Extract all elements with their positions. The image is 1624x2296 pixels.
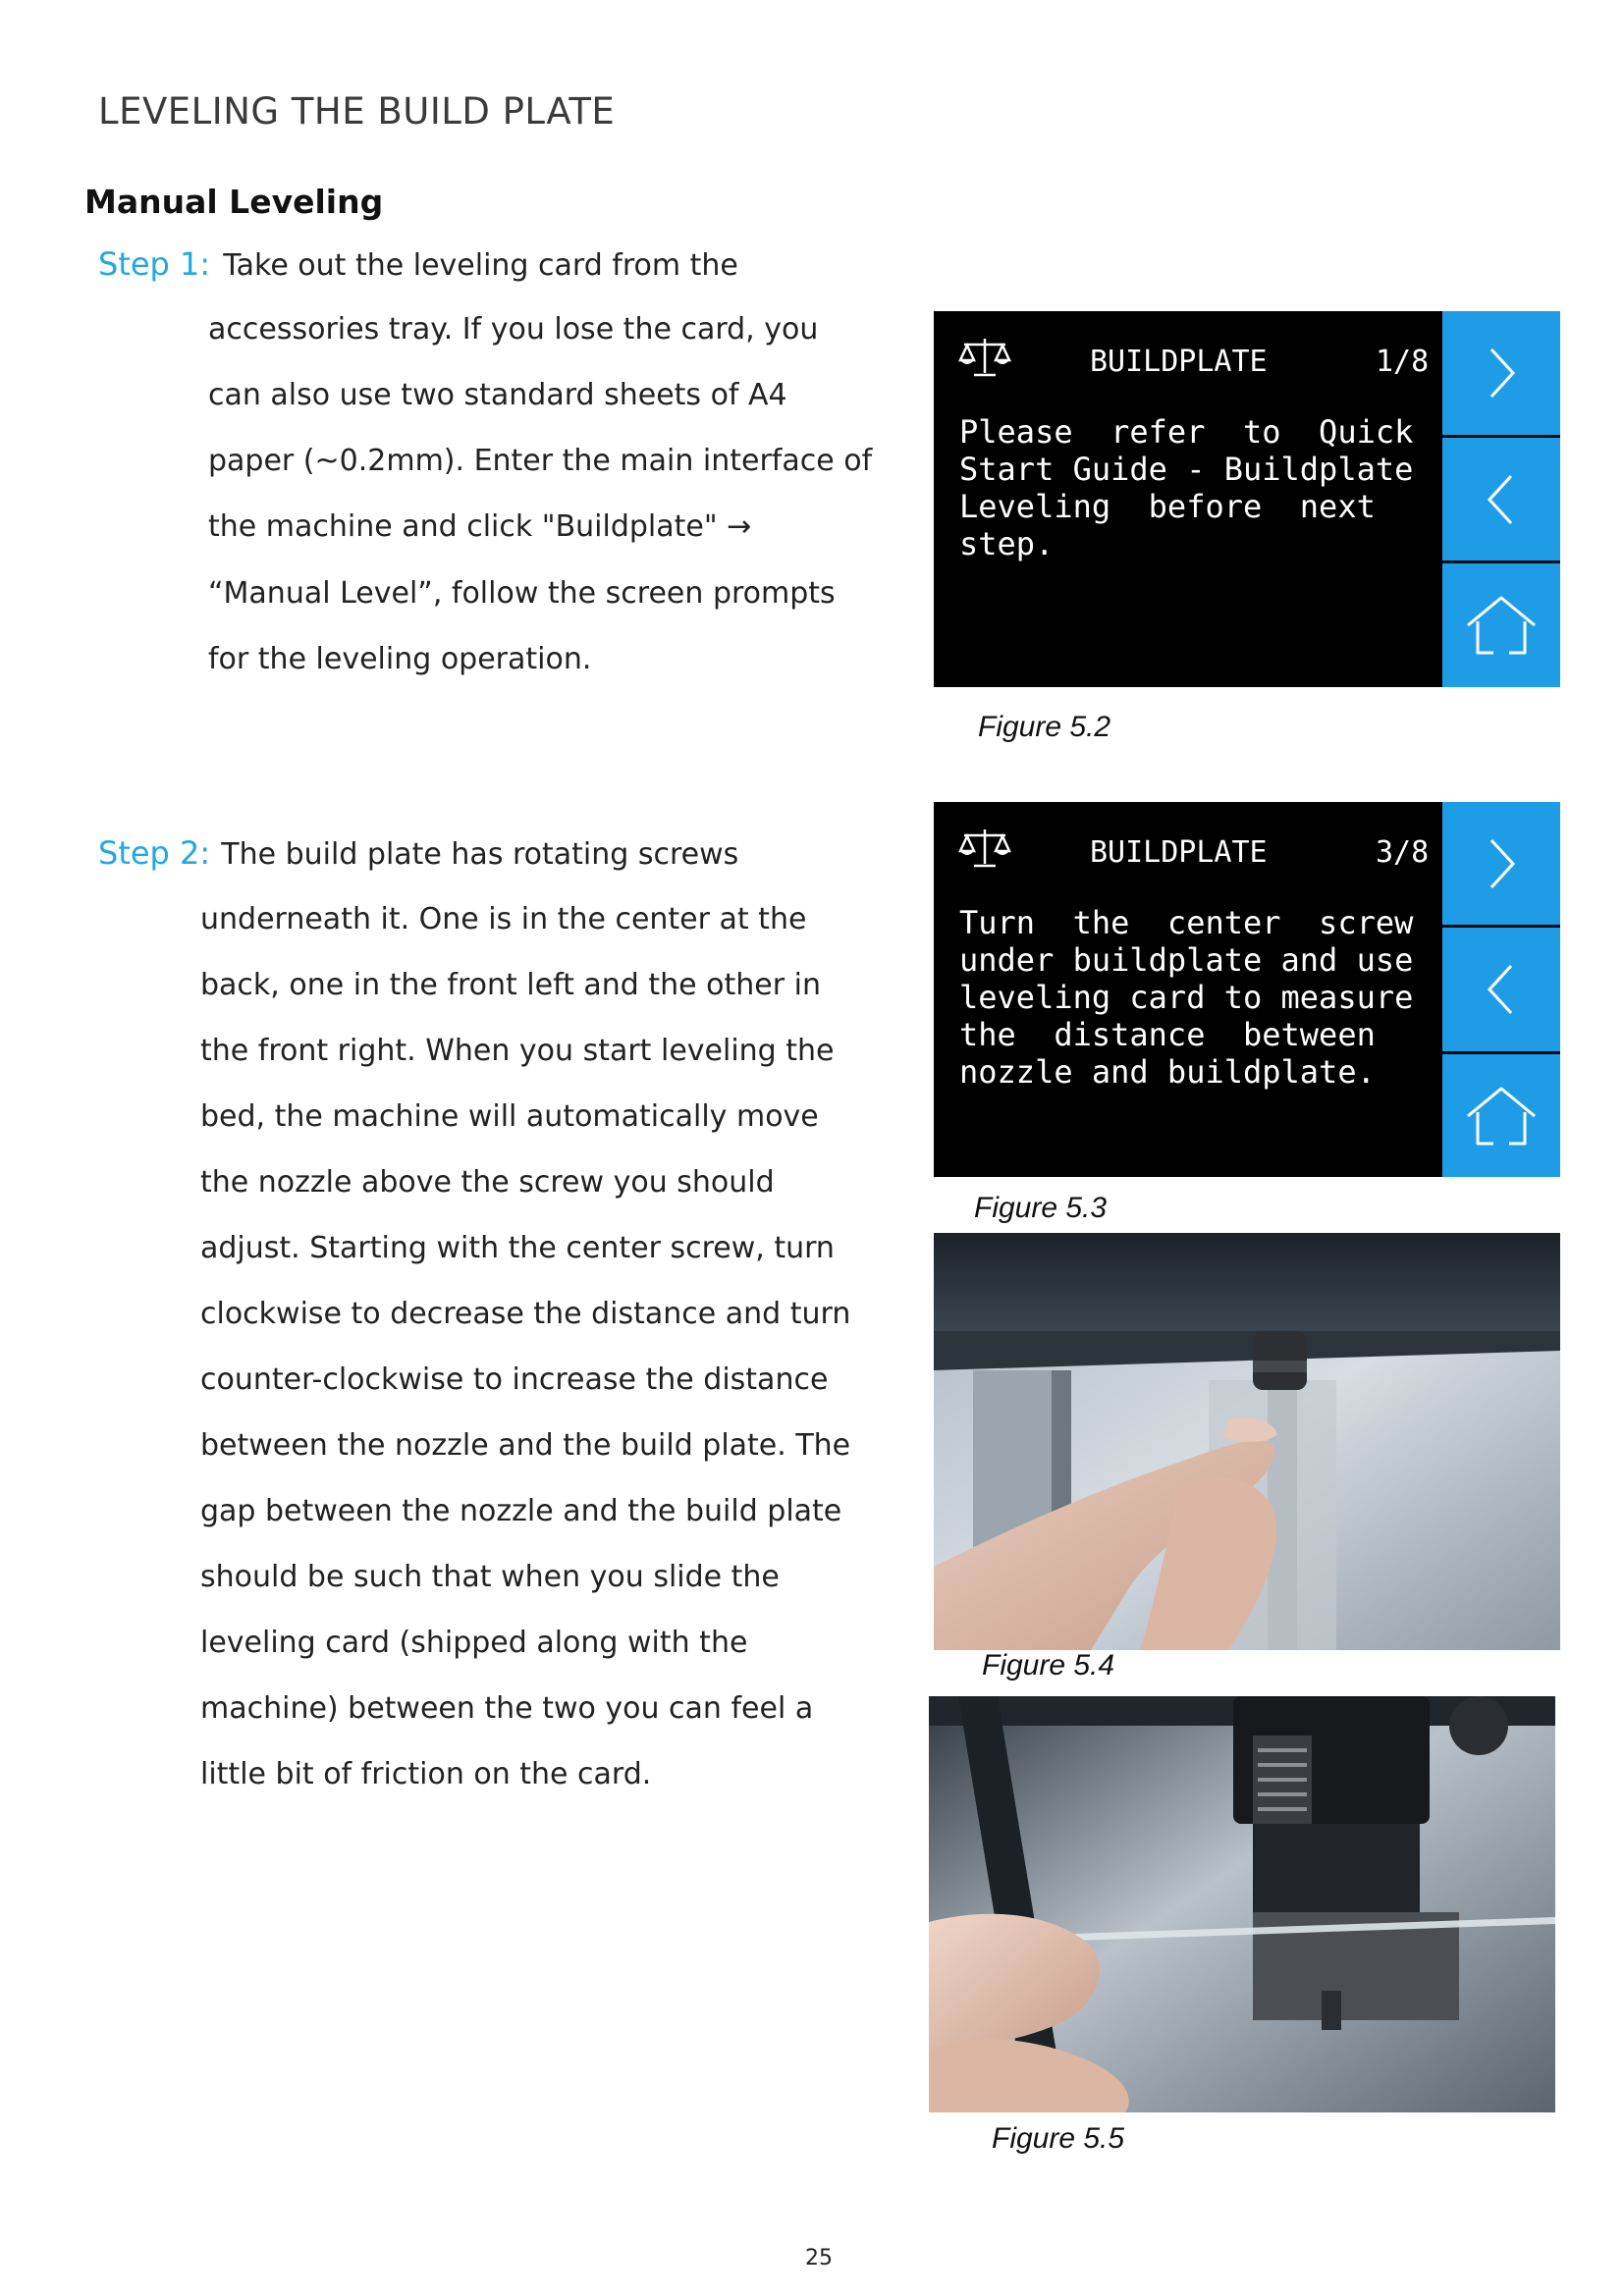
next-button[interactable] (1442, 802, 1560, 925)
step2-line-3: the front right. When you start leveling the (200, 1034, 835, 1068)
step2-line-11: should be such that when you slide the (200, 1560, 780, 1594)
step2-line-0: The build plate has rotating screws (221, 837, 739, 872)
balance-scale-icon (958, 336, 1011, 379)
step2-label: Step 2: (98, 834, 211, 872)
printer-screen-step3 (934, 802, 1560, 1177)
photo-adjusting-screw (934, 1233, 1560, 1650)
screen2-title: BUILDPLATE (1090, 835, 1268, 870)
step2-line-4: bed, the machine will automatically move (200, 1099, 819, 1134)
chevron-right-icon (1482, 344, 1521, 402)
screen2-message (959, 904, 1413, 1091)
photo-leveling-card (929, 1696, 1555, 2112)
step1-line-0: Take out the leveling card from the (223, 248, 738, 283)
chevron-right-icon (1482, 834, 1521, 893)
figure-caption-5-4: Figure 5.4 (982, 1649, 1115, 1682)
screen1-line-0: Please refer to Quick (959, 413, 1414, 451)
screen2-page: 3/8 (1376, 835, 1430, 870)
page-number: 25 (805, 2246, 833, 2270)
step2-line-2: back, one in the front left and the other in (200, 968, 821, 1002)
next-button[interactable] (1442, 311, 1560, 435)
balance-scale-icon (958, 827, 1011, 870)
home-button[interactable] (1442, 1054, 1560, 1177)
screen1-line-2: Leveling before next (959, 488, 1376, 525)
screen1-page: 1/8 (1376, 345, 1430, 379)
step1-line-6: for the leveling operation. (208, 642, 592, 676)
step1-line-2: can also use two standard sheets of A4 (208, 378, 787, 412)
step2-line-6: adjust. Starting with the center screw, turn (200, 1231, 835, 1265)
home-icon (1464, 592, 1539, 659)
back-button[interactable] (1442, 928, 1560, 1051)
step2-line-9: between the nozzle and the build plate. The (200, 1428, 851, 1463)
step2-line-13: machine) between the two you can feel a (200, 1691, 814, 1726)
screen2-line-4: nozzle and buildplate. (959, 1053, 1376, 1091)
step2-line-14: little bit of friction on the card. (200, 1757, 652, 1791)
chevron-left-icon (1482, 470, 1521, 529)
screen1-message (959, 413, 1413, 562)
step1-line-1: accessories tray. If you lose the card, you (208, 312, 819, 347)
step1-header (98, 245, 738, 283)
step1-line-4: the machine and click "Buildplate" → (208, 509, 752, 544)
step2-line-8: counter-clockwise to increase the distance (200, 1362, 829, 1397)
section-subtitle: Manual Leveling (84, 183, 384, 221)
figure-caption-5-3: Figure 5.3 (974, 1192, 1108, 1224)
figure-caption-5-2: Figure 5.2 (978, 711, 1111, 743)
screen1-title: BUILDPLATE (1090, 345, 1268, 379)
step1-label: Step 1: (98, 245, 211, 283)
screen2-line-1: under buildplate and use (959, 941, 1414, 979)
screen2-line-0: Turn the center screw (959, 904, 1414, 941)
step1-line-3: paper (~0.2mm). Enter the main interface of (208, 444, 873, 478)
screen2-line-3: the distance between (959, 1016, 1376, 1053)
chevron-left-icon (1482, 960, 1521, 1019)
step2-line-1: underneath it. One is in the center at the (200, 902, 807, 936)
printer-screen-step1 (934, 311, 1560, 687)
step1-line-5: “Manual Level”, follow the screen prompts (208, 576, 836, 611)
step2-line-12: leveling card (shipped along with the (200, 1626, 748, 1660)
step2-header (98, 834, 738, 872)
step2-line-10: gap between the nozzle and the build plate (200, 1494, 842, 1528)
home-icon (1464, 1083, 1539, 1149)
back-button[interactable] (1442, 438, 1560, 561)
screen2-line-2: leveling card to measure (959, 979, 1414, 1016)
home-button[interactable] (1442, 563, 1560, 687)
page-title: LEVELING THE BUILD PLATE (98, 90, 616, 133)
step2-line-5: the nozzle above the screw you should (200, 1165, 775, 1200)
step2-line-7: clockwise to decrease the distance and turn (200, 1297, 851, 1331)
figure-caption-5-5: Figure 5.5 (992, 2122, 1125, 2155)
screen1-line-3: step. (959, 525, 1055, 562)
screen1-line-1: Start Guide - Buildplate (959, 451, 1414, 488)
